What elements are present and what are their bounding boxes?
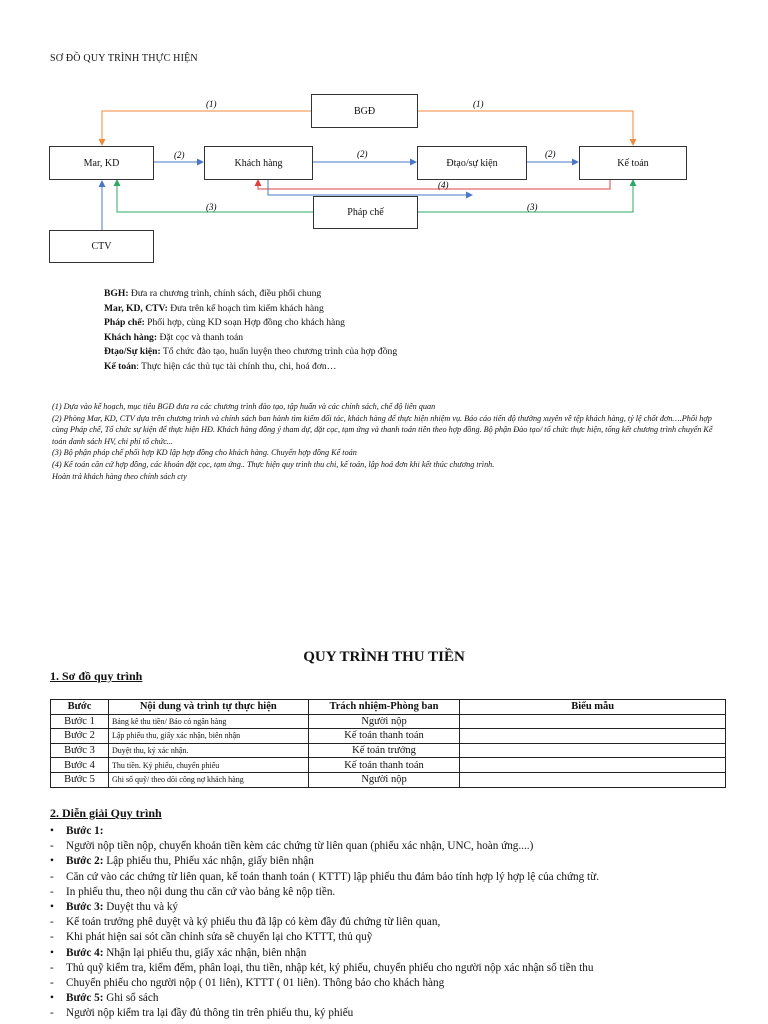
process-table [50,699,726,788]
table-row [51,743,726,758]
diagram-notes [52,401,724,482]
arrow-phapche-to-ketoan [418,180,633,212]
cell-owner: Người nộp [308,714,460,729]
section-2-heading: 2. Diễn giải Quy trình [50,806,162,820]
cell-content: Ghi số quỹ/ theo dõi công nợ khách hàng [108,772,308,787]
desc-item: - Chuyển phiếu cho người nộp ( 01 liên), KTTT ( 01 liên). Thông báo cho khách hàng [50,977,445,990]
node-ctv: CTV [49,230,154,263]
node-phap-che: Pháp chế [313,196,418,229]
note-line: (1) Dựa vào kế hoạch, mục tiêu BGĐ đưa ra các chương trình đào tạo, tập huấn và các chính sách, chế độ liên quan [52,402,436,411]
edge-label-1b: (1) [473,99,484,109]
process-description [50,824,740,1022]
col-header-content: Nội dung và trình tự thực hiện [108,700,308,715]
edge-label-2b: (2) [357,149,368,159]
desc-item: • Bước 5: Ghi sổ sách [50,992,159,1005]
cell-step: Bước 5 [51,772,109,787]
desc-item: • Bước 3: Duyệt thu và ký [50,901,179,914]
note-line: Hoàn trả khách hàng theo chính sách cty [52,471,187,481]
node-ke-toan: Kế toán [579,146,687,180]
desc-item: • Bước 1: [50,825,104,837]
cell-content: Thu tiền. Ký phiếu, chuyển phiếu [108,758,308,773]
cell-form [460,743,726,758]
node-mar-kd: Mar, KD [49,146,154,180]
edge-label-2c: (2) [545,149,556,159]
role-line: Khách hàng: Đặt cọc và thanh toán [104,331,244,343]
roles-legend [104,287,397,374]
role-line: Mar, KD, CTV: Đưa trên kế hoạch tìm kiếm khách hàng [104,302,324,314]
cell-step: Bước 3 [51,743,109,758]
cell-content: Duyệt thu, ký xác nhận. [108,743,308,758]
diagram-title: SƠ ĐỒ QUY TRÌNH THỰC HIỆN [50,53,198,64]
desc-item: - Người nộp tiền nộp, chuyển khoản tiền kèm các chứng từ liên quan (phiếu xác nhận, UNC, hoàn ứng....) [50,840,534,853]
cell-owner: Kế toán trưởng [308,743,460,758]
role-line: Pháp chế: Phối hợp, cùng KD soạn Hợp đồng cho khách hàng [104,317,345,328]
cell-form [460,729,726,744]
table-row [51,729,726,744]
col-header-owner: Trách nhiệm-Phòng ban [308,700,460,715]
col-header-form: Biểu mẫu [460,700,726,715]
page-title: QUY TRÌNH THU TIỀN [303,649,465,665]
table-header-row [51,700,726,715]
arrow-bgd-to-ketoan [418,111,633,145]
table-row [51,714,726,729]
role-line: Kế toán: Thực hiện các thủ tục tài chính thu, chi, hoá đơn… [104,360,337,372]
cell-owner: Kế toán thanh toán [308,758,460,773]
desc-item: - Thủ quỹ kiểm tra, kiểm đếm, phân loại, thu tiền, nhập két, ký phiếu, chuyển phiếu cho người nộp xác nhận số tiền thu [50,961,594,974]
node-dao-tao: Đtạo/sự kiện [417,146,527,180]
desc-item: • Bước 4: Nhận lại phiếu thu, giấy xác nhận, biên nhận [50,946,307,959]
cell-content: Lập phiếu thu, giấy xác nhận, biên nhận [108,729,308,744]
cell-step: Bước 1 [51,714,109,729]
table-row [51,758,726,773]
desc-item: - In phiếu thu, theo nội dung thu căn cứ vào bảng kê nộp tiền. [50,885,336,898]
table-row [51,772,726,787]
desc-item: - Căn cứ vào các chứng từ liên quan, kế toán thanh toán ( KTTT) lập phiếu thu đảm bảo tính hợp lý hợp lệ của chứng từ. [50,870,600,883]
desc-item: - Người nộp kiểm tra lại đầy đủ thông tin trên phiếu thu, ký phiếu [50,1007,354,1020]
cell-form [460,758,726,773]
edge-label-4: (4) [438,180,449,190]
cell-content: Bảng kê thu tiền/ Báo có ngân hàng [108,714,308,729]
edge-label-1a: (1) [206,99,217,109]
col-header-step: Bước [51,700,109,715]
role-line: Đtạo/Sự kiện: Tổ chức đào tạo, huấn luyện theo chương trình của hợp đồng [104,346,398,357]
desc-item: • Bước 2: Lập phiếu thu, Phiếu xác nhận, giấy biên nhận [50,855,314,868]
role-line: BGH: Đưa ra chương trình, chính sách, điều phối chung [104,288,322,299]
edge-label-2a: (2) [174,150,185,160]
cell-owner: Người nộp [308,772,460,787]
node-khach-hang: Khách hàng [204,146,313,180]
arrow-ketoan-to-khachhang [258,179,610,189]
edge-label-3b: (3) [527,202,538,212]
node-bgd: BGĐ [311,94,418,128]
cell-owner: Kế toán thanh toán [308,729,460,744]
arrow-bgd-to-mar [102,111,311,145]
note-line: (2) Phòng Mar, KD, CTV dựa trên chương trình và chính sách ban hành tìm kiếm đối tác, khách hàng để thực hiện nhiệm vụ. Báo cáo tiến độ thường xuyên về tệp khách hàng, tỷ lệ chốt đơn….Phối hợp cùng Pháp chế, Tổ chức sự kiện để thực hiện HĐ. Khách hàng đồng ý tham dự, đặt cọc, tạm ứng và thanh toán tiền theo hợp đồng. Bộ phận Đào tạo/ tổ chức thực hiện, tổng kết chương trình chuyển Kế toán danh sách HV, chi phí tổ chức... [52,413,713,446]
note-line: (4) Kế toán căn cứ hợp đồng, các khoản đặt cọc, tạm ứng.. Thực hiện quy trình thu chi, kế toán, lập hoá đơn khi kết thúc chương trình. [52,459,495,469]
note-line: (3) Bộ phận pháp chế phối hợp KD lập hợp đồng cho khách hàng. Chuyển hợp đồng Kế toán [52,448,357,458]
cell-step: Bước 4 [51,758,109,773]
desc-item: - Kế toán trưởng phê duyệt và ký phiếu thu đã lập có kèm đầy đủ chứng từ liên quan, [50,916,441,929]
edge-label-3a: (3) [206,202,217,212]
cell-form [460,714,726,729]
desc-item: - Khi phát hiện sai sót cần chỉnh sửa sẽ chuyển lại cho KTTT, thủ quỹ [50,931,373,944]
section-1-heading: 1. Sơ đồ quy trình [50,669,143,683]
cell-form [460,772,726,787]
cell-step: Bước 2 [51,729,109,744]
